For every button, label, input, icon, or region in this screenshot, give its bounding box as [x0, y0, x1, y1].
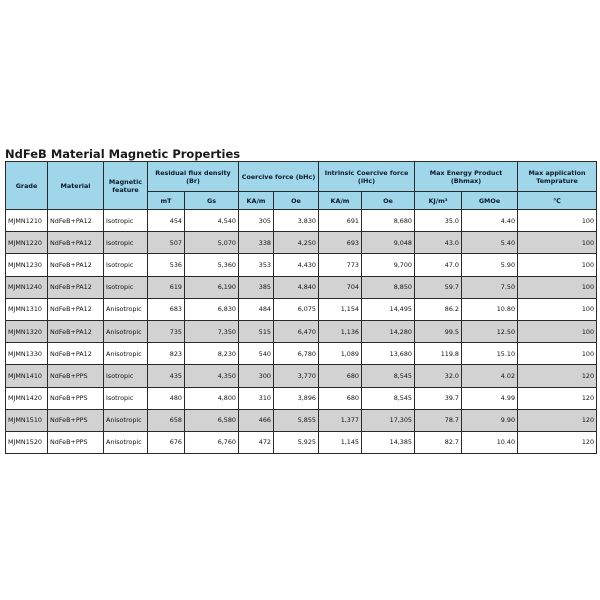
cell-temp: 100 — [518, 254, 597, 276]
cell-ihc-oe: 8,545 — [362, 365, 415, 387]
col-header-magnetic-feature: Magnetic feature — [104, 162, 148, 210]
cell-bh-mgoe: 4.99 — [462, 387, 518, 409]
cell-grade: MJMN1220 — [6, 232, 48, 254]
cell-bhc-oe: 4,250 — [274, 232, 319, 254]
cell-bhc-ka: 300 — [239, 365, 274, 387]
cell-br-mt: 683 — [148, 298, 185, 320]
table-row — [6, 254, 597, 276]
cell-bhc-oe: 6,075 — [274, 298, 319, 320]
cell-temp: 120 — [518, 431, 597, 453]
unit-br-gs: Gs — [185, 192, 239, 210]
cell-grade: MJMN1510 — [6, 409, 48, 431]
cell-bhc-ka: 310 — [239, 387, 274, 409]
col-header-max-temperature: Max application Temprature — [518, 162, 597, 192]
cell-bh-mgoe: 9.90 — [462, 409, 518, 431]
cell-bhc-ka: 305 — [239, 210, 274, 232]
cell-bhc-oe: 4,840 — [274, 276, 319, 298]
cell-bh-mgoe: 15.10 — [462, 343, 518, 365]
unit-bh-mgoe: GMOe — [462, 192, 518, 210]
cell-bh-mgoe: 10.40 — [462, 431, 518, 453]
cell-ihc-oe: 17,305 — [362, 409, 415, 431]
col-header-residual-flux-density: Residual flux density (Br) — [148, 162, 239, 192]
cell-material: NdFeB+PPS — [48, 409, 104, 431]
table-row — [6, 320, 597, 342]
cell-br-mt: 454 — [148, 210, 185, 232]
cell-temp: 100 — [518, 210, 597, 232]
cell-bhc-oe: 3,896 — [274, 387, 319, 409]
cell-grade: MJMN1520 — [6, 431, 48, 453]
col-header-max-energy-product: Max Energy Product (Bhmax) — [415, 162, 518, 192]
unit-ihc-ka: KA/m — [319, 192, 362, 210]
cell-feature: Isotropic — [104, 276, 148, 298]
cell-grade: MJMN1230 — [6, 254, 48, 276]
cell-bh-mgoe: 12.50 — [462, 320, 518, 342]
cell-br-gs: 4,350 — [185, 365, 239, 387]
cell-feature: Anisotropic — [104, 343, 148, 365]
cell-material: NdFeB+PA12 — [48, 254, 104, 276]
cell-bh-kj: 78.7 — [415, 409, 462, 431]
cell-material: NdFeB+PPS — [48, 387, 104, 409]
cell-br-mt: 676 — [148, 431, 185, 453]
cell-ihc-ka: 1,136 — [319, 320, 362, 342]
cell-grade: MJMN1410 — [6, 365, 48, 387]
cell-material: NdFeB+PA12 — [48, 232, 104, 254]
cell-ihc-ka: 693 — [319, 232, 362, 254]
cell-feature: Anisotropic — [104, 298, 148, 320]
cell-material: NdFeB+PPS — [48, 365, 104, 387]
cell-bh-mgoe: 5.90 — [462, 254, 518, 276]
cell-br-gs: 4,800 — [185, 387, 239, 409]
cell-ihc-ka: 680 — [319, 365, 362, 387]
col-header-intrinsic-coercive-force: Intrinsic Coercive force (iHc) — [319, 162, 415, 192]
cell-bhc-oe: 5,855 — [274, 409, 319, 431]
cell-ihc-oe: 8,850 — [362, 276, 415, 298]
cell-material: NdFeB+PA12 — [48, 343, 104, 365]
cell-br-gs: 5,360 — [185, 254, 239, 276]
cell-bhc-ka: 338 — [239, 232, 274, 254]
col-header-grade: Grade — [6, 162, 48, 210]
cell-ihc-oe: 13,680 — [362, 343, 415, 365]
cell-material: NdFeB+PA12 — [48, 298, 104, 320]
properties-table — [5, 161, 597, 454]
cell-grade: MJMN1210 — [6, 210, 48, 232]
cell-bh-kj: 35.0 — [415, 210, 462, 232]
cell-br-mt: 735 — [148, 320, 185, 342]
cell-bhc-ka: 540 — [239, 343, 274, 365]
col-header-coercive-force: Coercive force (bHc) — [239, 162, 319, 192]
cell-bh-kj: 39.7 — [415, 387, 462, 409]
table-row — [6, 210, 597, 232]
cell-ihc-oe: 9,048 — [362, 232, 415, 254]
cell-br-mt: 823 — [148, 343, 185, 365]
unit-bhc-ka: KA/m — [239, 192, 274, 210]
table-row — [6, 431, 597, 453]
cell-material: NdFeB+PPS — [48, 431, 104, 453]
cell-bh-mgoe: 5.40 — [462, 232, 518, 254]
table-row — [6, 343, 597, 365]
cell-bh-mgoe: 4.02 — [462, 365, 518, 387]
cell-bhc-oe: 5,925 — [274, 431, 319, 453]
cell-feature: Isotropic — [104, 387, 148, 409]
cell-bhc-oe: 6,470 — [274, 320, 319, 342]
cell-bh-kj: 32.0 — [415, 365, 462, 387]
cell-bh-mgoe: 10.80 — [462, 298, 518, 320]
unit-temp-c: ℃ — [518, 192, 597, 210]
cell-temp: 120 — [518, 387, 597, 409]
cell-ihc-ka: 680 — [319, 387, 362, 409]
cell-ihc-oe: 14,280 — [362, 320, 415, 342]
cell-bh-kj: 119.8 — [415, 343, 462, 365]
cell-ihc-ka: 1,089 — [319, 343, 362, 365]
cell-temp: 100 — [518, 343, 597, 365]
cell-material: NdFeB+PA12 — [48, 276, 104, 298]
cell-bh-kj: 47.0 — [415, 254, 462, 276]
cell-br-mt: 435 — [148, 365, 185, 387]
cell-bhc-ka: 466 — [239, 409, 274, 431]
cell-bhc-ka: 484 — [239, 298, 274, 320]
cell-grade: MJMN1310 — [6, 298, 48, 320]
cell-br-mt: 507 — [148, 232, 185, 254]
cell-br-gs: 6,760 — [185, 431, 239, 453]
cell-bh-mgoe: 4.40 — [462, 210, 518, 232]
cell-ihc-oe: 14,495 — [362, 298, 415, 320]
cell-bhc-oe: 3,830 — [274, 210, 319, 232]
cell-br-gs: 7,350 — [185, 320, 239, 342]
cell-br-mt: 480 — [148, 387, 185, 409]
cell-bhc-ka: 472 — [239, 431, 274, 453]
cell-bh-kj: 99.5 — [415, 320, 462, 342]
cell-bhc-ka: 385 — [239, 276, 274, 298]
table-row — [6, 232, 597, 254]
cell-feature: Isotropic — [104, 232, 148, 254]
cell-br-gs: 8,230 — [185, 343, 239, 365]
cell-bh-kj: 86.2 — [415, 298, 462, 320]
cell-feature: Isotropic — [104, 254, 148, 276]
table-row — [6, 365, 597, 387]
cell-bhc-ka: 515 — [239, 320, 274, 342]
cell-ihc-ka: 773 — [319, 254, 362, 276]
cell-ihc-oe: 8,680 — [362, 210, 415, 232]
cell-ihc-oe: 9,700 — [362, 254, 415, 276]
cell-temp: 120 — [518, 409, 597, 431]
cell-ihc-oe: 14,385 — [362, 431, 415, 453]
col-header-material: Material — [48, 162, 104, 210]
cell-br-mt: 536 — [148, 254, 185, 276]
cell-feature: Anisotropic — [104, 320, 148, 342]
cell-bh-kj: 59.7 — [415, 276, 462, 298]
table-row — [6, 387, 597, 409]
unit-br-mt: mT — [148, 192, 185, 210]
cell-grade: MJMN1330 — [6, 343, 48, 365]
cell-ihc-ka: 1,377 — [319, 409, 362, 431]
cell-bhc-oe: 4,430 — [274, 254, 319, 276]
cell-ihc-ka: 1,145 — [319, 431, 362, 453]
header-row — [6, 162, 597, 192]
cell-bhc-ka: 353 — [239, 254, 274, 276]
cell-br-mt: 619 — [148, 276, 185, 298]
table-row — [6, 298, 597, 320]
cell-ihc-oe: 8,545 — [362, 387, 415, 409]
cell-grade: MJMN1320 — [6, 320, 48, 342]
cell-bh-kj: 82.7 — [415, 431, 462, 453]
cell-br-gs: 5,070 — [185, 232, 239, 254]
cell-grade: MJMN1240 — [6, 276, 48, 298]
cell-temp: 100 — [518, 320, 597, 342]
cell-temp: 100 — [518, 276, 597, 298]
cell-temp: 100 — [518, 232, 597, 254]
cell-feature: Isotropic — [104, 365, 148, 387]
cell-bh-kj: 43.0 — [415, 232, 462, 254]
cell-temp: 100 — [518, 298, 597, 320]
cell-feature: Isotropic — [104, 210, 148, 232]
cell-bhc-oe: 6,780 — [274, 343, 319, 365]
unit-bhc-oe: Oe — [274, 192, 319, 210]
cell-temp: 120 — [518, 365, 597, 387]
table-row — [6, 409, 597, 431]
cell-material: NdFeB+PA12 — [48, 320, 104, 342]
cell-br-gs: 6,830 — [185, 298, 239, 320]
cell-bh-mgoe: 7.50 — [462, 276, 518, 298]
unit-ihc-oe: Oe — [362, 192, 415, 210]
cell-br-mt: 658 — [148, 409, 185, 431]
cell-material: NdFeB+PA12 — [48, 210, 104, 232]
cell-bhc-oe: 3,770 — [274, 365, 319, 387]
cell-feature: Anisotropic — [104, 431, 148, 453]
cell-br-gs: 6,580 — [185, 409, 239, 431]
cell-br-gs: 6,190 — [185, 276, 239, 298]
cell-ihc-ka: 704 — [319, 276, 362, 298]
cell-ihc-ka: 1,154 — [319, 298, 362, 320]
cell-grade: MJMN1420 — [6, 387, 48, 409]
cell-br-gs: 4,540 — [185, 210, 239, 232]
table-title: NdFeB Material Magnetic Properties — [5, 147, 241, 161]
table-row — [6, 276, 597, 298]
cell-ihc-ka: 691 — [319, 210, 362, 232]
cell-feature: Anisotropic — [104, 409, 148, 431]
unit-bh-kj: KJ/m³ — [415, 192, 462, 210]
